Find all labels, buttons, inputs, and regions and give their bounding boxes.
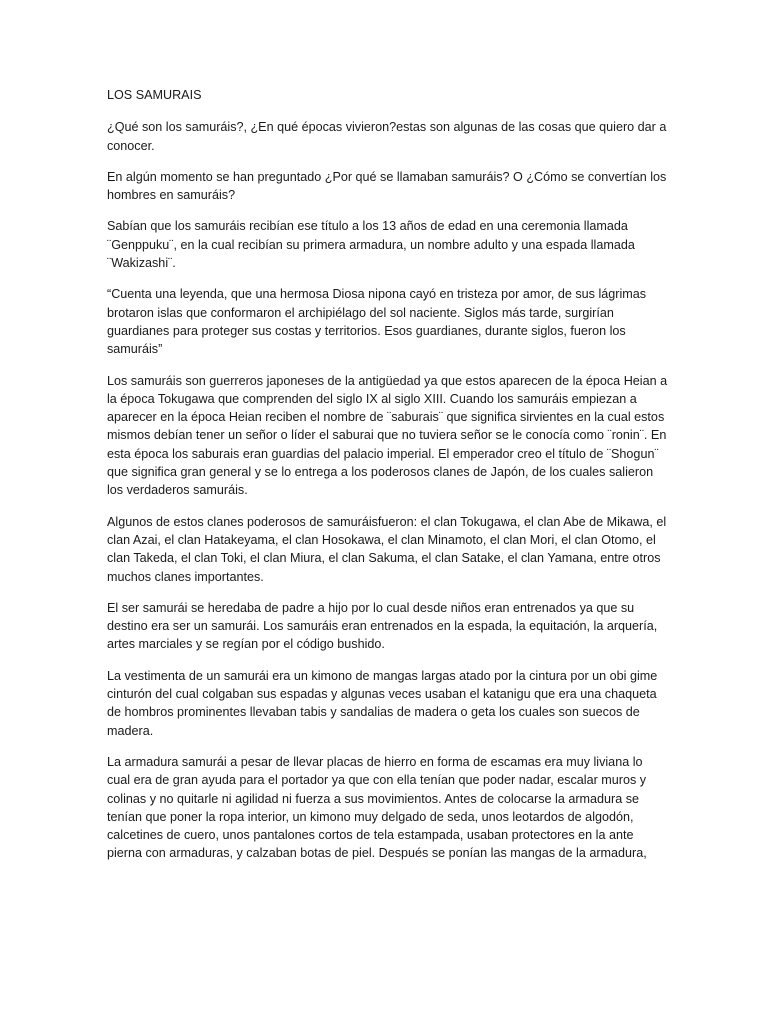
paragraph-clothing: La vestimenta de un samurái era un kimono de mangas largas atado por la cintura por un obi gime cinturón del cual colgaban sus espadas y algunas veces usaban el katanigu que era una chaqueta de hombros prominentes llevaban tabis y sandalias de madera o geta los cuales son suecos de madera.: [107, 668, 658, 738]
paragraph-history: Los samuráis son guerreros japoneses de la antigüedad ya que estos aparecen de la época Heian a la época Tokugawa que comprenden del siglo IX al siglo XIII. Cuando los samuráis empiezan a aparecer en la época Heian reciben el nombre de ¨saburais¨ que significa sirvientes en la cual estos mismos debían tener un señor o líder el saburai que no tuviera señor se le conocía como ¨ronin¨. En esta época los saburais eran guardias del palacio imperial. El emperador creo el título de ¨Shogun¨ que significa gran general y se lo entrega a los poderosos clanes de Japón, de los cuales salieron los verdaderos samuráis.: [107, 373, 668, 498]
document-title: LOS SAMURAIS: [107, 88, 202, 102]
paragraph-legend: “Cuenta una leyenda, que una hermosa Diosa nipona cayó en tristeza por amor, de sus lágrimas brotaron islas que conformaron el archipiélago del sol naciente. Siglos más tarde, surgirían guardianes para proteger sus costas y territorios. Esos guardianes, durante siglos, fueron los samuráis”: [107, 287, 647, 357]
paragraph-question: En algún momento se han preguntado ¿Por qué se llamaban samuráis? O ¿Cómo se convertían los hombres en samuráis?: [107, 169, 667, 203]
paragraph-intro: ¿Qué son los samuráis?, ¿En qué épocas vivieron?estas son algunas de las cosas que quiero dar a conocer.: [107, 120, 667, 153]
paragraph-clans: Algunos de estos clanes poderosos de samuráisfueron: el clan Tokugawa, el clan Abe de Mikawa, el clan Azai, el clan Hatakeyama, el clan Hosokawa, el clan Minamoto, el clan Mori, el clan Otomo, el clan Takeda, el clan Toki, el clan Miura, el clan Sakuma, el clan Satake, el clan Yamana, entre otros muchos clanes importantes.: [107, 514, 667, 584]
paragraph-genppuku: Sabían que los samuráis recibían ese título a los 13 años de edad en una ceremonia llamada ¨Genppuku¨, en la cual recibían su primera armadura, un nombre adulto y una espada llamada ¨Wakizashi¨.: [107, 219, 635, 271]
paragraph-training: El ser samurái se heredaba de padre a hijo por lo cual desde niños eran entrenados ya que su destino era ser un samurái. Los samuráis eran entrenados en la espada, la equitación, la arquería, artes marciales y se regían por el código bushido.: [107, 600, 658, 652]
paragraph-armor: La armadura samurái a pesar de llevar placas de hierro en forma de escamas era muy liviana lo cual era de gran ayuda para el portador ya que con ella tenían que poder nadar, escalar muros y colinas y no quitarle ni agilidad ni fuerza a sus movimientos. Antes de colocarse la armadura se tenían que poner la ropa interior, un kimono muy delgado de seda, unos leotardos de algodón, calcetines de cuero, unos pantalones cortos de tela estampada, usaban protectores en la ante pierna con armaduras, y calzaban botas de piel. Después se ponían las mangas de la armadura,: [107, 754, 647, 861]
